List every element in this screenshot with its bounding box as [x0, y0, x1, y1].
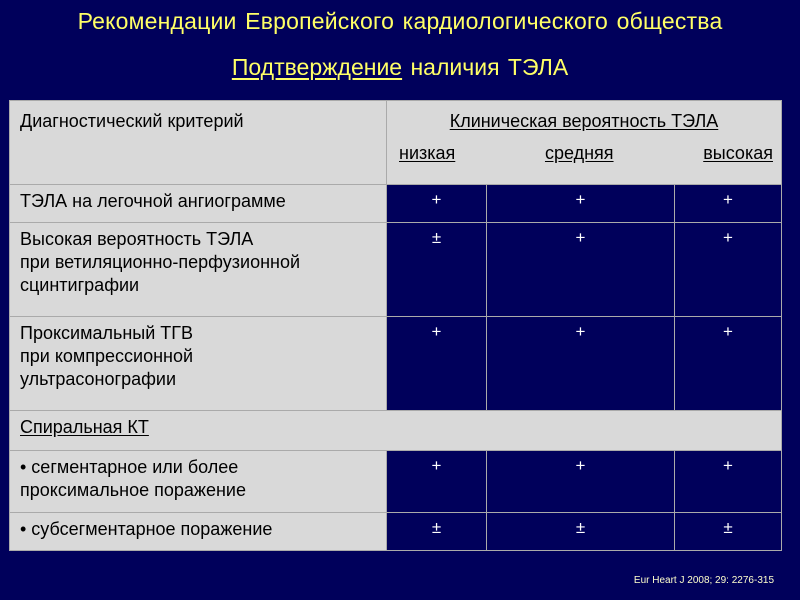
cell-high: +: [675, 317, 782, 411]
cell-low: ±: [387, 513, 487, 551]
cell-medium: +: [487, 185, 675, 223]
row-label-line: при ветиляционно-перфузионной: [20, 252, 301, 272]
section-label-cell: [10, 411, 782, 451]
table-row: [10, 513, 782, 551]
table-header-row: [10, 101, 782, 185]
slide-subtitle: [0, 54, 800, 81]
cell-high: +: [675, 223, 782, 317]
header-probability-cell: [387, 101, 782, 185]
citation-footnote: Eur Heart J 2008; 29: 2276-315: [633, 575, 774, 586]
row-label-line: ультрасонографии: [20, 369, 177, 389]
row-label-line: при компрессионной: [20, 346, 194, 366]
table-row: [10, 223, 782, 317]
section-row: [10, 411, 782, 451]
cell-medium: +: [487, 451, 675, 513]
row-label-line: Проксимальный ТГВ: [20, 323, 194, 343]
cell-low: ±: [387, 223, 487, 317]
row-label-line: Высокая вероятность ТЭЛА: [20, 229, 254, 249]
slide-title: Рекомендации Европейского кардиологического общества: [77, 8, 723, 34]
cell-medium: ±: [487, 513, 675, 551]
row-label-line: проксимальное поражение: [20, 480, 246, 500]
row-label: • субсегментарное поражение: [10, 513, 387, 551]
subtitle-rest: наличия ТЭЛА: [402, 54, 569, 80]
table-row: [10, 451, 782, 513]
row-label-line: сцинтиграфии: [20, 275, 140, 295]
subtitle-underlined-word: Подтверждение: [231, 54, 403, 80]
cell-medium: +: [487, 223, 675, 317]
cell-medium: +: [487, 317, 675, 411]
cell-low: +: [387, 451, 487, 513]
section-label: Спиральная КТ: [20, 417, 149, 437]
cell-high: ±: [675, 513, 782, 551]
cell-low: +: [387, 185, 487, 223]
table-row: [10, 317, 782, 411]
cell-high: +: [675, 451, 782, 513]
header-criterion: Диагностический критерий: [10, 101, 387, 185]
header-probability: Клиническая вероятность ТЭЛА: [449, 111, 719, 131]
cell-low: +: [387, 317, 487, 411]
header-medium: средняя: [544, 143, 614, 163]
table-row: [10, 185, 782, 223]
criteria-table: [9, 100, 782, 551]
cell-high: +: [675, 185, 782, 223]
row-label-line: • сегментарное или более: [20, 457, 239, 477]
row-label: [10, 451, 387, 513]
row-label: [10, 317, 387, 411]
row-label: ТЭЛА на легочной ангиограмме: [10, 185, 387, 223]
row-label: [10, 223, 387, 317]
header-low: низкая: [399, 143, 456, 163]
header-high: высокая: [703, 143, 773, 163]
